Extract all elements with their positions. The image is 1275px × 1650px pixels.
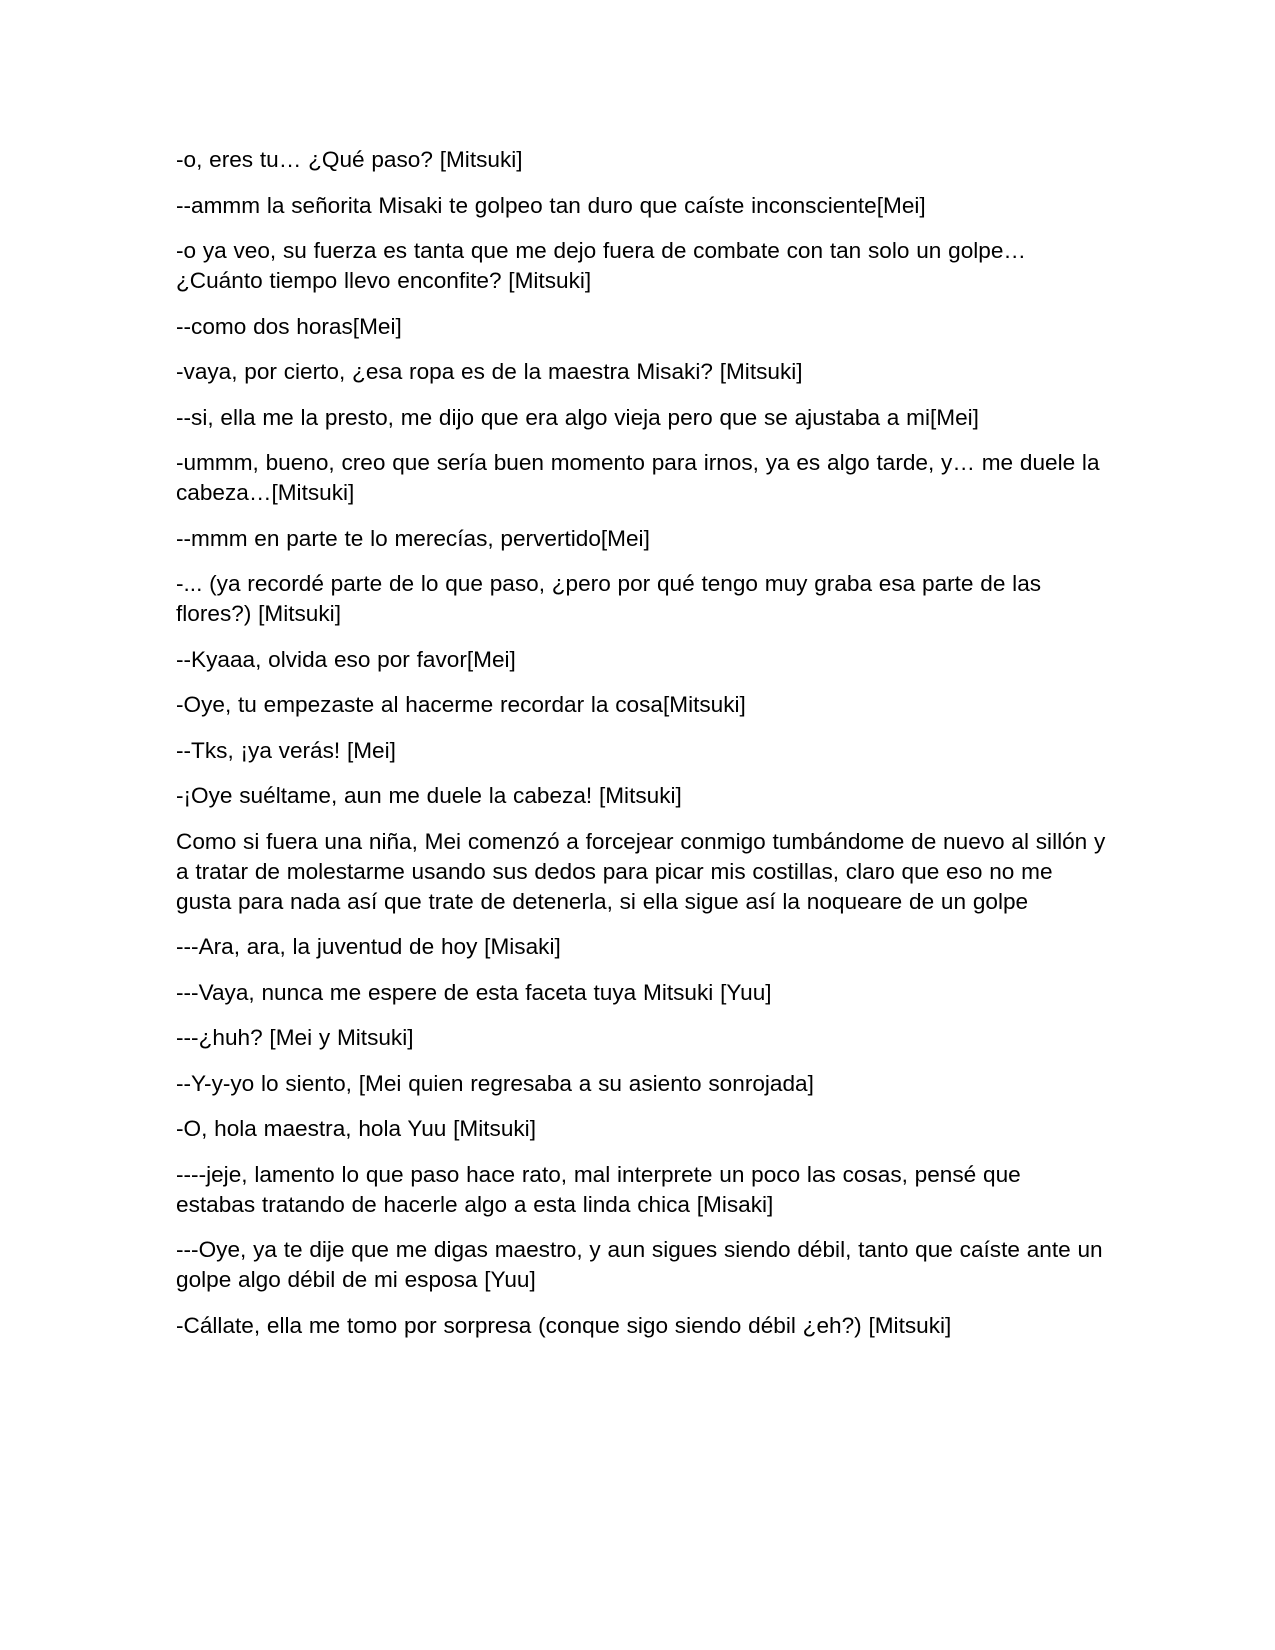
paragraph: ---Oye, ya te dije que me digas maestro, y aun sigues siendo débil, tanto que caíste ante un golpe algo débil de mi esposa [Yuu] [176, 1237, 1103, 1292]
paragraph: -vaya, por cierto, ¿esa ropa es de la maestra Misaki? [Mitsuki] [176, 359, 803, 384]
paragraph: --si, ella me la presto, me dijo que era algo vieja pero que se ajustaba a mi[Mei] [176, 404, 979, 430]
paragraph: ----jeje, lamento lo que paso hace rato, mal interprete un poco las cosas, pensé que estabas tratando de hacerle algo a esta linda chica [Misaki] [176, 1161, 1021, 1217]
paragraph: -O, hola maestra, hola Yuu [Mitsuki] [176, 1116, 536, 1141]
paragraph: --ammm la señorita Misaki te golpeo tan duro que caíste inconsciente[Mei] [176, 192, 926, 218]
paragraph: -Cállate, ella me tomo por sorpresa (conque sigo siendo débil ¿eh?) [Mitsuki] [176, 1312, 952, 1338]
paragraph: ---Ara, ara, la juventud de hoy [Misaki] [176, 934, 561, 959]
paragraph: --como dos horas[Mei] [176, 313, 402, 339]
paragraph: -Oye, tu empezaste al hacerme recordar la cosa[Mitsuki] [176, 692, 746, 717]
paragraph: --Y-y-yo lo siento, [Mei quien regresaba a su asiento sonrojada] [176, 1070, 814, 1096]
paragraph: ---¿huh? [Mei y Mitsuki] [176, 1025, 414, 1050]
document-body [176, 145, 1106, 1356]
paragraph: -... (ya recordé parte de lo que paso, ¿pero por qué tengo muy graba esa parte de las flores?) [Mitsuki] [176, 571, 1042, 626]
paragraph: -¡Oye suéltame, aun me duele la cabeza! [Mitsuki] [176, 783, 682, 808]
paragraph: Como si fuera una niña, Mei comenzó a forcejear conmigo tumbándome de nuevo al sillón y a tratar de molestarme usando sus dedos para picar mis costillas, claro que eso no me gusta para nada así que trate de detenerla, si ella sigue así la noqueare de un golpe [176, 828, 1106, 914]
paragraph: -o, eres tu… ¿Qué paso? [Mitsuki] [176, 147, 523, 172]
paragraph: -ummm, bueno, creo que sería buen momento para irnos, ya es algo tarde, y… me duele la cabeza…[Mitsuki] [176, 450, 1100, 505]
paragraph: -o ya veo, su fuerza es tanta que me dejo fuera de combate con tan solo un golpe… ¿Cuánto tiempo llevo enconfite? [Mitsuki] [176, 238, 1027, 293]
paragraph: --Tks, ¡ya verás! [Mei] [176, 737, 396, 763]
paragraph: --Kyaaa, olvida eso por favor[Mei] [176, 646, 516, 672]
paragraph: ---Vaya, nunca me espere de esta faceta tuya Mitsuki [Yuu] [176, 979, 772, 1005]
paragraph: --mmm en parte te lo merecías, pervertido[Mei] [176, 525, 650, 551]
